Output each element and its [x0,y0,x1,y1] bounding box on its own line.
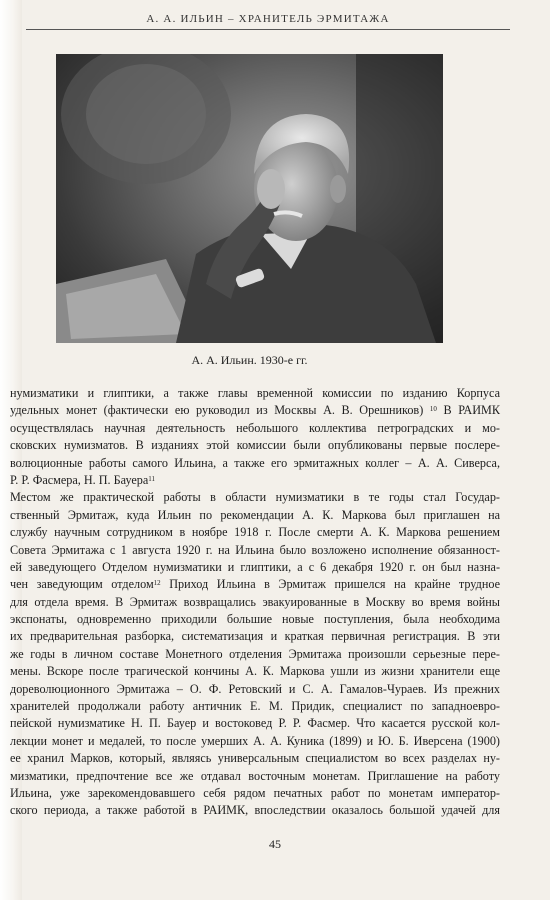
text-line: ее хранил Марков, который, являясь универсальным специалистом во всех разделах ну- [10,751,500,766]
text-line: Совета Эрмитажа с 1 августа 1920 г. на Ильина было возложено исполнение обязанност- [10,542,500,557]
figure-caption: А. А. Ильин. 1930-е гг. [191,353,308,367]
text-line: осуществлялась научная деятельность небольшого коллектива петроградских и мо- [10,420,500,435]
running-header: А. А. ИЛЬИН – ХРАНИТЕЛЬ ЭРМИТАЖА [146,13,390,25]
text-line: волюционные работы самого Ильина, а также его эрмитажных коллег – А. А. Сиверса, [10,455,500,470]
footnote-ref-10[interactable]: 10 [429,405,437,414]
text-line: службу научным сотрудником в ноябре 1918 г. После смерти А. К. Маркова решением [10,525,500,540]
page-number: 45 [269,837,281,851]
text-line: лекции монет и медалей, то после умерших А. А. Куника (1899) и Ю. Б. Иверсена (1900) [10,733,500,748]
text-line: Ильина, уже зарекомендовавшего себя рядом печатных работ по монетам император- [10,785,500,800]
text-line: ей заведующего Отделом нумизматики и глиптики, а с 6 декабря 1920 г. он был назна- [10,559,500,574]
text-line: Местом же практической работы в области нумизматики в те годы стал Государ- [10,490,500,505]
text-line: мизматики, предпочтение все же отдавал восточным монетам. Приглашение на работу [10,768,500,783]
portrait-photo [56,54,443,343]
text-line: чен заведующим отделом$^{12}$ Приход Ильина в Эрмитаж пришелся на крайне трудное [10,577,500,592]
text-line: Р. Р. Фасмера, Н. П. Бауера$^{11}$ [10,472,156,487]
text-line: же годы в личном составе Монетного отделения Эрмитажа произошли серьезные пере- [10,646,500,661]
header-rule [26,29,510,30]
footnote-ref-12[interactable]: 12 [153,579,161,588]
text-line: сковских нумизматов. В изданиях этой комиссии были опубликованы первые послере- [10,438,500,453]
text-line: экспонаты, одновременно приходили большие новые поступления, была необходима [10,612,500,627]
text-line: ственный Эрмитаж, куда Ильин по рекомендации А. К. Маркова был приглашен на [10,507,500,522]
text-line: нумизматики и глиптики, а также главы временной комиссии по изданию Корпуса [10,386,500,400]
text-line: пейской нумизматике Н. П. Бауер и востоковед Р. Р. Фасмер. Что касается русской кол- [10,716,500,731]
text-line: дореволюционного Эрмитажа – О. Ф. Ретовский и С. А. Гамалов-Чураев. Из прежних [10,681,500,696]
text-line: их предварительная разборка, систематизация и краткая первичная регистрация. В эти [10,629,500,644]
text-line: для отдела время. В Эрмитаж возвращались эвакуированные в Москву во время войны [10,594,500,609]
text-line: мены. Вскоре после трагической кончины А. К. Маркова ушли из жизни хранители еще [10,664,500,679]
portrait-illustration [56,54,443,343]
text-line: хранителей продолжали работу античник Е. М. Придик, специалист по западноевро- [10,699,500,714]
body-text [10,385,500,820]
text-line: ского периода, а также работой в РАИМК, впоследствии оказалось большой удачей для [10,803,500,818]
text-line: удельных монет (фактически ею руководил из Москвы А. В. Орешников) $^{10}$ В РАИМК [10,403,500,418]
footnote-ref-11[interactable]: 11 [148,474,156,483]
